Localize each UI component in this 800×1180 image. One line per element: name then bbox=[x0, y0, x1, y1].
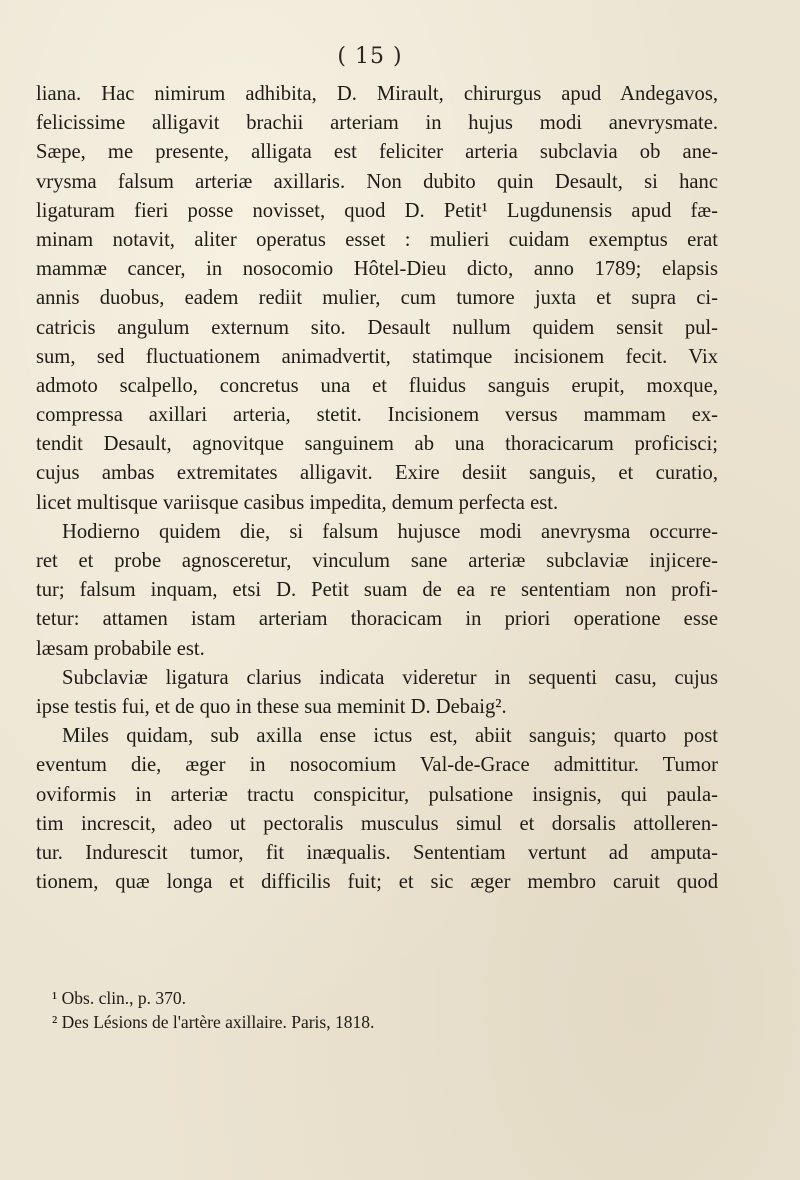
text-line: eventum die, æger in nosocomium Val-de-Grace admittitur. Tumor bbox=[36, 754, 718, 777]
text-line: sum, sed fluctuationem animadvertit, statimque incisionem fecit. Vix bbox=[36, 345, 718, 368]
text-line: mammæ cancer, in nosocomio Hôtel-Dieu dicto, anno 1789; elapsis bbox=[36, 258, 718, 281]
text-line: ret et probe agnosceretur, vinculum sane arteriæ subclaviæ injicere- bbox=[36, 550, 718, 572]
text-line: tur; falsum inquam, etsi D. Petit suam de ea re sententiam non profi- bbox=[36, 579, 718, 602]
text-line: Subclaviæ ligatura clarius indicata videretur in sequenti casu, cujus bbox=[62, 666, 718, 689]
text-line: oviformis in arteriæ tractu conspicitur, pulsatione insignis, qui paula- bbox=[36, 783, 718, 806]
footnotes bbox=[52, 986, 712, 1034]
text-line: Hodierno quidem die, si falsum hujusce modi anevrysma occurre- bbox=[62, 520, 718, 543]
text-line: catricis angulum externum sito. Desault nullum quidem sensit pul- bbox=[36, 316, 718, 339]
text-line: cujus ambas extremitates alligavit. Exire desiit sanguis, et curatio, bbox=[36, 462, 718, 485]
text-line: tur. Indurescit tumor, fit inæqualis. Sententiam vertunt ad amputa- bbox=[36, 841, 718, 864]
text-line: liana. Hac nimirum adhibita, D. Mirault, chirurgus apud Andegavos, bbox=[36, 83, 718, 105]
footnote: ² Des Lésions de l'artère axillaire. Paris, 1818. bbox=[52, 1012, 375, 1032]
text-line: admoto scalpello, concretus una et fluidus sanguis erupit, moxque, bbox=[36, 374, 718, 397]
text-line: ligaturam fieri posse novisset, quod D. Petit¹ Lugdunensis apud fæ- bbox=[36, 199, 718, 222]
text-line: tim increscit, adeo ut pectoralis musculus simul et dorsalis attolleren- bbox=[36, 812, 718, 835]
text-line: tionem, quæ longa et difficilis fuit; et sic æger membro caruit quod bbox=[36, 871, 718, 894]
text-line: felicissime alligavit brachii arteriam in hujus modi anevrysmate. bbox=[36, 112, 718, 135]
page-number: ( 15 ) bbox=[337, 44, 403, 69]
text-line: læsam probabile est. bbox=[36, 637, 205, 660]
text-line: licet multisque variisque casibus impedita, demum perfecta est. bbox=[36, 491, 559, 514]
text-line: tetur: attamen istam arteriam thoracicam in priori operatione esse bbox=[36, 608, 718, 631]
text-line: ipse testis fui, et de quo in these sua meminit D. Debaig². bbox=[36, 695, 507, 718]
text-line: minam notavit, aliter operatus esset : mulieri cuidam exemptus erat bbox=[36, 228, 718, 251]
text-line: Miles quidam, sub axilla ense ictus est, abiit sanguis; quarto post bbox=[62, 725, 718, 748]
text-line: tendit Desault, agnovitque sanguinem ab una thoracicarum proficisci; bbox=[36, 433, 718, 456]
text-line: Sæpe, me presente, alligata est feliciter arteria subclavia ob ane- bbox=[36, 141, 718, 164]
footnote: ¹ Obs. clin., p. 370. bbox=[52, 988, 187, 1008]
text-line: compressa axillari arteria, stetit. Incisionem versus mammam ex- bbox=[36, 404, 718, 427]
text-line: vrysma falsum arteriæ axillaris. Non dubito quin Desault, si hanc bbox=[36, 170, 718, 193]
text-line: annis duobus, eadem rediit mulier, cum tumore juxta et supra ci- bbox=[36, 287, 718, 310]
body-text bbox=[36, 80, 718, 897]
